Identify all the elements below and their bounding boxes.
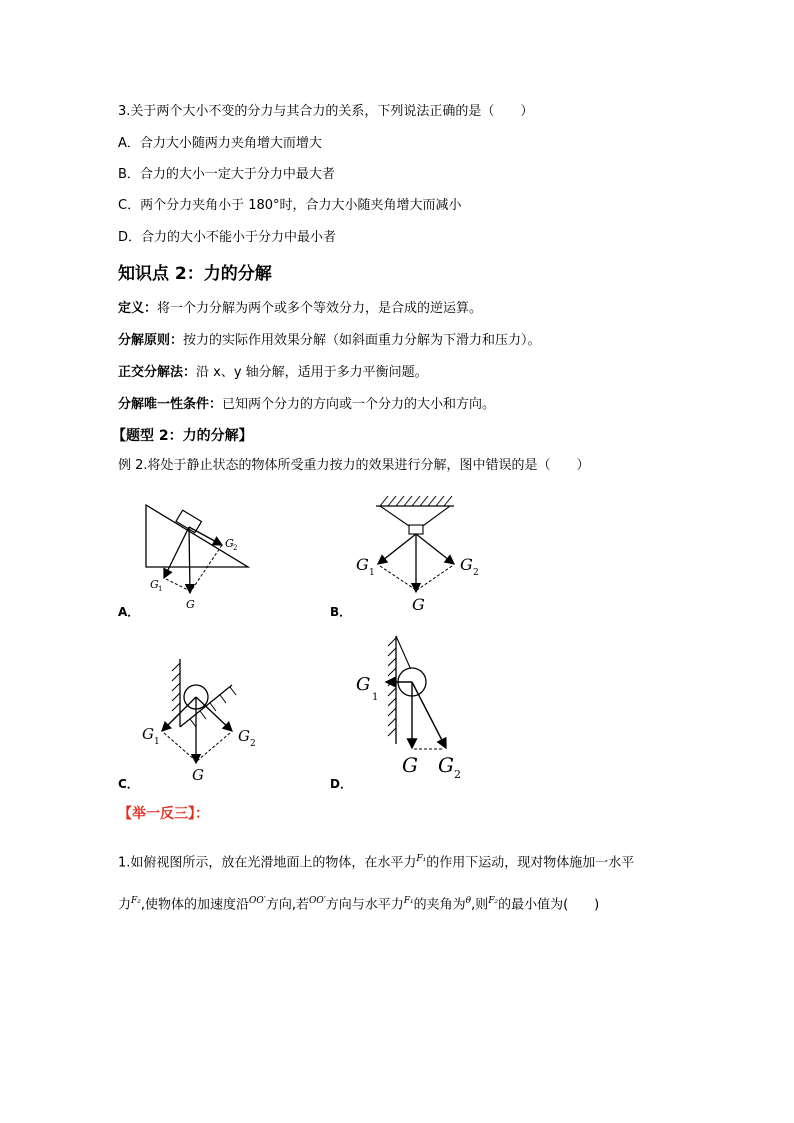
uniqueness-label: 分解唯一性条件： — [118, 397, 223, 412]
example2-stem: 例 2.将处于静止状态的物体所受重力按力的效果进行分解，图中错误的是（ ） — [118, 458, 590, 473]
fig-a-g1: G — [150, 578, 159, 591]
uniqueness-text: 已知两个分力的方向或一个分力的大小和方向。 — [222, 397, 496, 412]
figure-b — [350, 490, 490, 615]
fig-a-label: A． — [118, 605, 140, 619]
fig-c-label: C． — [118, 777, 139, 791]
figure-d — [350, 632, 480, 782]
q3-option-d: D．合力的大小不能小于分力中最小者 — [118, 230, 337, 245]
svg-text:1: 1 — [158, 585, 163, 593]
fig-b-label: B． — [330, 605, 352, 619]
svg-text:2: 2 — [454, 768, 461, 781]
section-title: 知识点 2：力的分解 — [118, 264, 272, 284]
fig-d-g1: G — [356, 674, 371, 695]
fig-b-g: G — [412, 595, 425, 614]
theta-symbol: θ — [465, 896, 472, 906]
fig-d-g2: G — [438, 753, 454, 777]
practice-q1-line2: 力$^{F_2}$,使物体的加速度沿$^{OO'}$方向,若$^{OO'}$方向与水平力$^{F_1}$的夹角为$^\theta$,则$^{F_2}$的最小值为( ) — [118, 896, 600, 913]
fig-c-g1: G — [142, 725, 154, 743]
principle-line — [118, 332, 541, 350]
q3-option-a: A．合力大小随两力夹角增大而增大 — [118, 136, 322, 151]
svg-text:2: 2 — [473, 568, 479, 578]
q3-stem: 3.关于两个大小不变的分力与其合力的关系，下列说法正确的是（ ） — [118, 104, 534, 119]
hanging-block — [409, 525, 423, 534]
svg-text:1: 1 — [369, 568, 375, 578]
f1-symbol-2: F₁ — [403, 896, 414, 906]
principle-label: 分解原则： — [118, 333, 184, 348]
principle-text: 按力的实际作用效果分解（如斜面重力分解为下滑力和压力）。 — [183, 333, 541, 348]
practice-q1-line1: 1.如俯视图所示，放在光滑地面上的物体，在水平力$^{F_1}$的作用下运动，现对物体施加一水平 — [118, 854, 635, 871]
oo-symbol: OO′ — [249, 896, 266, 906]
orthogonal-label: 正交分解法： — [118, 365, 197, 380]
f2-symbol: F₂ — [131, 896, 141, 906]
definition-line — [118, 300, 482, 318]
fig-b-g2: G — [460, 555, 473, 574]
fig-a-g: G — [186, 598, 195, 611]
fig-a-g2: G — [225, 537, 234, 550]
fig-d-label: D． — [330, 777, 352, 791]
definition-label: 定义： — [118, 301, 158, 316]
svg-text:2: 2 — [250, 739, 256, 749]
q3-option-b: B．合力的大小一定大于分力中最大者 — [118, 167, 335, 182]
oo-symbol-2: OO′ — [308, 896, 326, 906]
figure-a — [130, 495, 270, 615]
type2-heading: 【题型 2：力的分解】 — [112, 428, 253, 444]
uniqueness-line — [118, 396, 495, 414]
orthogonal-line — [118, 364, 428, 382]
fig-c-g2: G — [238, 727, 250, 745]
f1-symbol: F₁ — [416, 854, 427, 864]
fig-b-g1: G — [356, 555, 369, 574]
figure-c — [140, 655, 270, 785]
svg-text:2: 2 — [233, 544, 238, 552]
svg-text:1: 1 — [154, 737, 160, 747]
practice-heading: 【举一反三】： — [118, 806, 209, 822]
f2-symbol-2: F₂ — [488, 896, 499, 906]
fig-d-g: G — [402, 753, 418, 777]
definition-text: 将一个力分解为两个或多个等效分力，是合成的逆运算。 — [157, 301, 483, 316]
fig-c-g: G — [192, 766, 204, 784]
incline-triangle — [146, 505, 248, 567]
svg-text:1: 1 — [372, 692, 379, 703]
orthogonal-text: 沿 x、y 轴分解，适用于多力平衡问题。 — [196, 365, 428, 380]
q3-option-c: C．两个分力夹角小于 180°时，合力大小随夹角增大而减小 — [118, 198, 462, 213]
